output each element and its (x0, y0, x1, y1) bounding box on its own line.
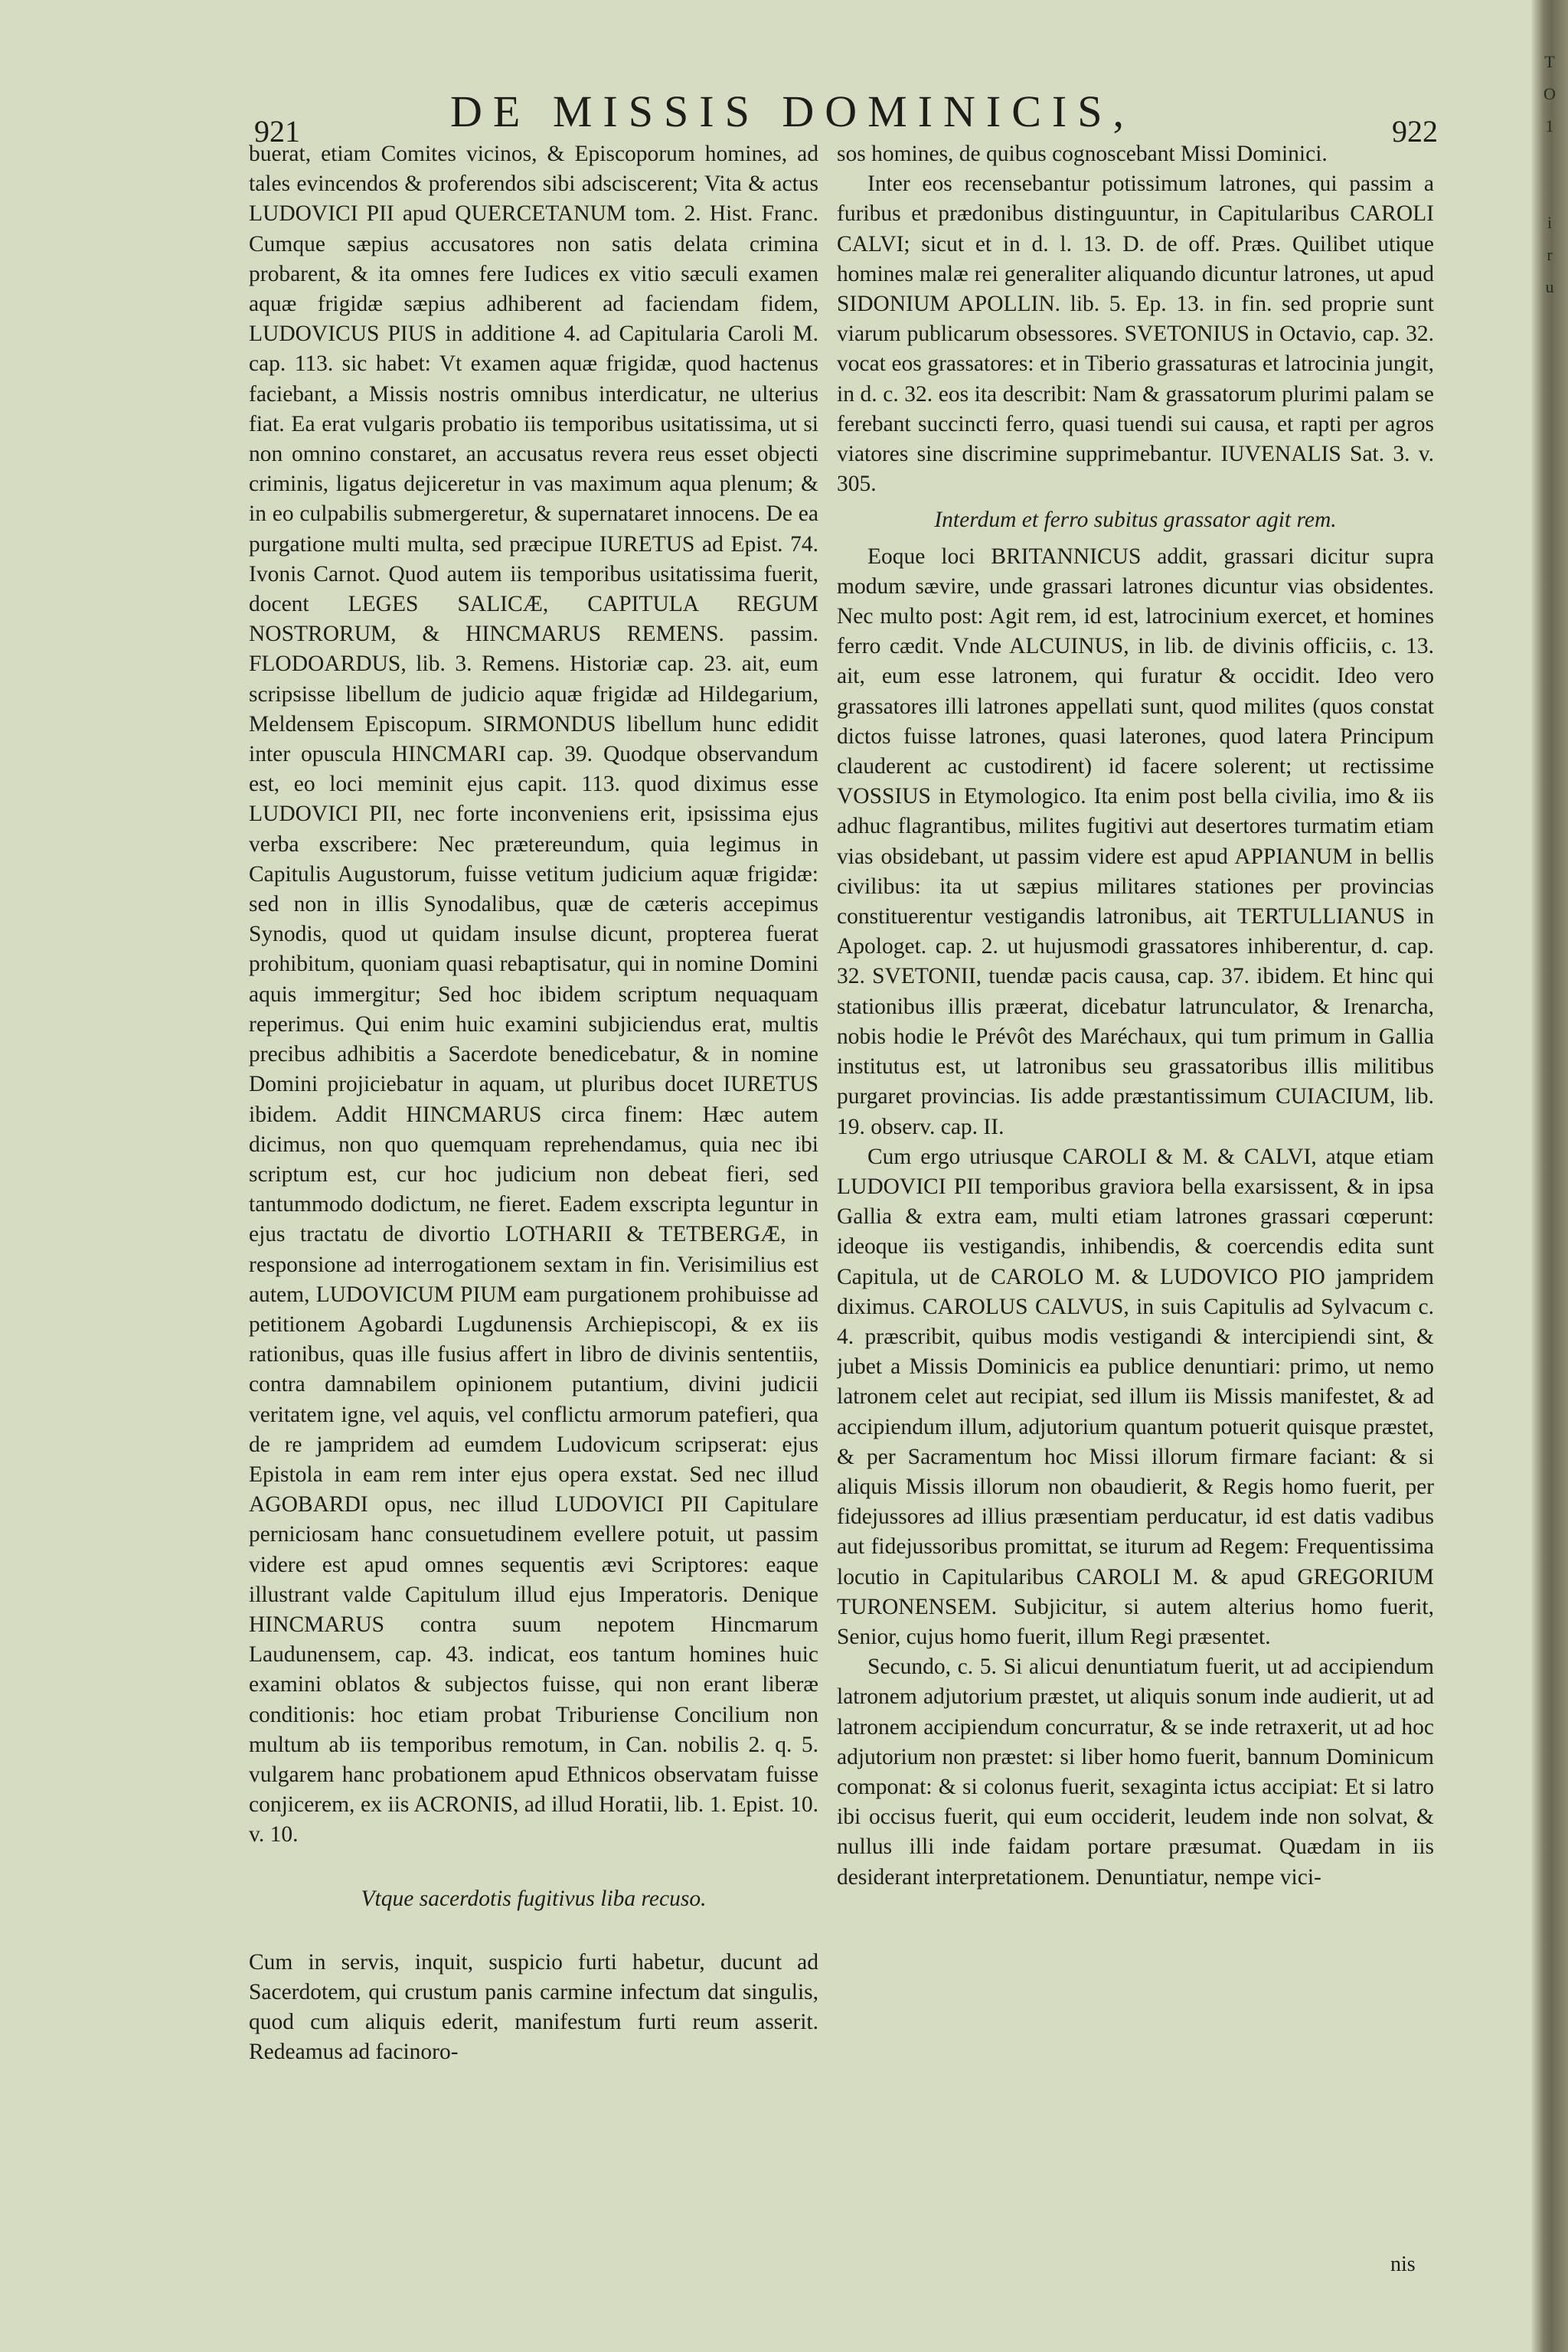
paragraph: sos homines, de quibus cognoscebant Missi Dominici. (837, 142, 1328, 166)
spine-text: T O 1 i r u (1544, 52, 1556, 296)
left-column (249, 139, 818, 2176)
paragraph: Secundo, c. 5. Si alicui denuntiatum fuerit, ut ad accipiendum latronem adjutorium præstet, ut aliquis sonum inde audierit, ut ad latronem accipiendum concurratur, & se inde retraxerit, ut ad hoc adjutorium non præstet: si liber homo fuerit, bannum Dominicum componat: & si colonus fuerit, sexaginta ictus accipiat: Et si latro ibi occisus fuerit, qui eum occiderit, leudem inde non solvat, & nullus illi inde faidam portare præsumat. Quædam in iis desiderant interpretationem. Denuntiatur, nempe vici- (837, 1655, 1434, 1890)
paragraph: Vtque sacerdotis fugitivus liba recuso. (361, 1886, 707, 1911)
paragraph: buerat, etiam Comites vicinos, & Episcoporum homines, ad tales evincendos & proferendos sibi adsciscerent; Vita & actus LUDOVICI PII apud QUERCETANUM tom. 2. Hist. Franc. Cumque sæpius accusatores non satis delata crimina probarent, & ita omnes fere Iudices ex vitio sæculi examen aquæ frigidæ sæpius adhiberent ad faciendam fidem, LUDOVICUS PIUS in additione 4. ad Capitularia Caroli M. cap. 113. sic habet: Vt examen aquæ frigidæ, quod hactenus faciebant, a Missis nostris omnibus interdicatur, ne ulterius fiat. Ea erat vulgaris probatio iis temporibus usitatissima, ut si non omnino constaret, an accusatus revera reus esset objecti criminis, ligatus dejiceretur in vas maximum aqua plenum; & in eo culpabilis submergeretur, & supernataret innocens. De ea purgatione multi multa, sed præcipue IURETUS ad Epist. 74. Ivonis Carnot. Quod autem iis temporibus usitatissima fuerit, docent LEGES SALICÆ, CAPITULA REGUM NOSTRORUM, & HINCMARUS REMENS. passim. FLODOARDUS, lib. 3. Remens. Historiæ cap. 23. ait, eum scripsisse libellum de judicio aquæ frigidæ ad Hildegarium, Meldensem Episcopum. SIRMONDUS libellum hunc edidit inter opuscula HINCMARI cap. 39. Quodque observandum est, eo loci meminit ejus capit. 113. quod diximus esse LUDOVICI PII, nec forte inconveniens erit, ipsissima ejus verba exscribere: Nec prætereundum, quia legimus in Capitulis Augustorum, fuisse vetitum judicium aquæ frigidæ: sed non in illis Synodalibus, quæ de cæteris accepimus Synodis, quod ut quidam insulse dicunt, propterea fuerat prohibitum, quoniam quasi rebaptisatur, qui in nomine Domini aquis immergitur; Sed hoc ibidem scriptum nequaquam reperimus. Qui enim huic examini subjiciendus erat, multis precibus adhibitis a Sacerdote benedicebatur, & in nomine Domini projiciebatur in aquam, ut pluribus docet IURETUS ibidem. Addit HINCMARUS circa finem: Hæc autem dicimus, non quo quemquam reprehendamus, quia nec ibi scriptum est, cur hoc judicium non debeat fieri, sed tantummodo dodictum, ne fieret. Eadem exscripta leguntur in ejus tractatu de divortio LOTHARII & TETBERGÆ, in responsione ad interrogationem sextam in fin. Verisimilius est autem, LUDOVICUM PIUM eam purgationem prohibuisse ad petitionem Agobardi Lugdunensis Archiepiscopi, & ex iis rationibus, quas ille fusius affert in libro de divinis sententiis, contra damnabilem opinionem putantium, divini judicii veritatem igne, vel aquis, vel conflictu armorum patefieri, qua de re jampridem ad eumdem Ludovicum scripserat: ejus Epistola in eam rem inter ejus opera exstat. Sed nec illud AGOBARDI opus, nec illud LUDOVICI PII Capitulare perniciosam hanc consuetudinem evellere potuit, ut passim videre est apud omnes sequentis ævi Scriptores: eaque illustrant valde Capitulum illud ejus Imperatoris. Denique HINCMARUS contra suum nepotem Hincmarum Laudunensem, cap. 43. indicat, eos tantum homines huic examini oblatos & subjectos fuisse, qui non erant liberæ conditionis: hoc etiam probat Triburiense Concilium non multum ab iis temporibus remotum, in Can. nobilis 2. q. 5. vulgarem hanc probationem apud Ethnicos observatam fuisse conjicerem, ex iis ACRONIS, ad illud Horatii, lib. 1. Epist. 10. v. 10. (249, 142, 818, 1847)
right-column (837, 139, 1434, 2176)
paragraph: Cum in servis, inquit, suspicio furti habetur, ducunt ad Sacerdotem, qui crustum panis carmine infectum dat singulis, quod cum aliquis ederit, manifestum furti reum asserit. Redeamus ad facinoro- (249, 1949, 818, 2065)
page-number-left: 921 (254, 114, 300, 149)
catchword: nis (1390, 2252, 1416, 2276)
book-spine (1531, 0, 1568, 2352)
paragraph: Eoque loci BRITANNICUS addit, grassari dicitur supra modum sævire, unde grassari latrones dicuntur vias obsidentes. Nec multo post: Agit rem, id est, latrocinium exercet, et homines ferro cædit. Vnde ALCUINUS, in lib. de divinis officiis, c. 13. ait, eum esse latronem, qui furatur & occidit. Ideo vero grassatores illi latrones appellati sunt, quod milites (quos constat dictos fuisse latrones, quasi laterones, quod latera Principum clauderent ac custodirent) id facere solerent; ut rectissime VOSSIUS in Etymologico. Ita enim post bella civilia, imo & iis adhuc flagrantibus, milites fugitivi aut desertores turmatim etiam vias obsidebant, ut passim videre est apud APPIANUM in bellis civilibus: ita ut sæpius militares stationes per provincias constituerentur vestigandis latronibus, ait TERTULLIANUS in Apologet. cap. 2. ut hujusmodi grassatores inhiberentur, d. cap. 32. SVETONII, tuendæ pacis causa, cap. 37. ibidem. Et hinc qui stationibus illis præerat, dicebatur latrunculator, & Irenarcha, nobis hodie le Prévôt des Maréchaux, qui tum primum in Gallia institutus est, ut latronibus seu grassatoribus illis militibus purgaret provincias. Iis adde præstantissimum CUIACIUM, lib. 19. observ. cap. II. (837, 544, 1434, 1139)
paragraph: Interdum et ferro subitus grassator agit rem. (934, 508, 1337, 533)
running-title: DE MISSIS DOMINICIS, (450, 87, 1135, 136)
paragraph: Cum ergo utriusque CAROLI & M. & CALVI, atque etiam LUDOVICI PII temporibus graviora bella exarsissent, & in ipsa Gallia & extra eam, multi etiam latrones grassari cœperunt: ideoque iis vestigandis, inhibendis, & coercendis edita sunt Capitula, ut de CAROLO M. & LUDOVICO PIO jampridem diximus. CAROLUS CALVUS, in suis Capitulis ad Sylvacum c. 4. præscribit, quibus modis vestigandi & intercipiendi sint, & jubet a Missis Dominicis ea publice denuntiari: primo, ut nemo latronem celet aut recipiat, sed illum iis Missis manifestet, & ad accipiendum illum, adjutorium quantum potuerit quisque præstet, & per Sacramentum hoc Missi illorum firmare faciant: & si aliquis Missis illorum non obaudierit, & Regis homo fuerit, per fidejussores ad illius præsentiam perducatur, id est datis vadibus aut fidejussoribus promittat, se iturum ad Regem: Frequentissima locutio in Capitularibus CAROLI M. & apud GREGORIUM TURONENSEM. Subjicitur, si autem alterius homo fuerit, Senior, cujus homo fuerit, illum Regi præsentet. (837, 1144, 1434, 1649)
paragraph: Inter eos recensebantur potissimum latrones, qui passim a furibus et prædonibus distinguuntur, in Capitularibus CAROLI CALVI; sicut et in d. l. 13. D. de off. Præs. Quilibet utique homines malæ rei generaliter aliquando dicuntur latrones, ut apud SIDONIUM APOLLIN. lib. 5. Ep. 13. in fin. sed proprie sunt viarum publicarum obsessores. SVETONIUS in Octavio, cap. 32. vocat eos grassatores: et in Tiberio grassaturas et latrocinia jungit, in d. c. 32. eos ita describit: Nam & grassatorum plurimi palam se ferebant succincti ferro, quasi tuendi sui causa, et rapti per agros viatores sine discrimine supprimebantur. IUVENALIS Sat. 3. v. 305. (837, 172, 1434, 497)
page-number-right: 922 (1392, 114, 1438, 149)
